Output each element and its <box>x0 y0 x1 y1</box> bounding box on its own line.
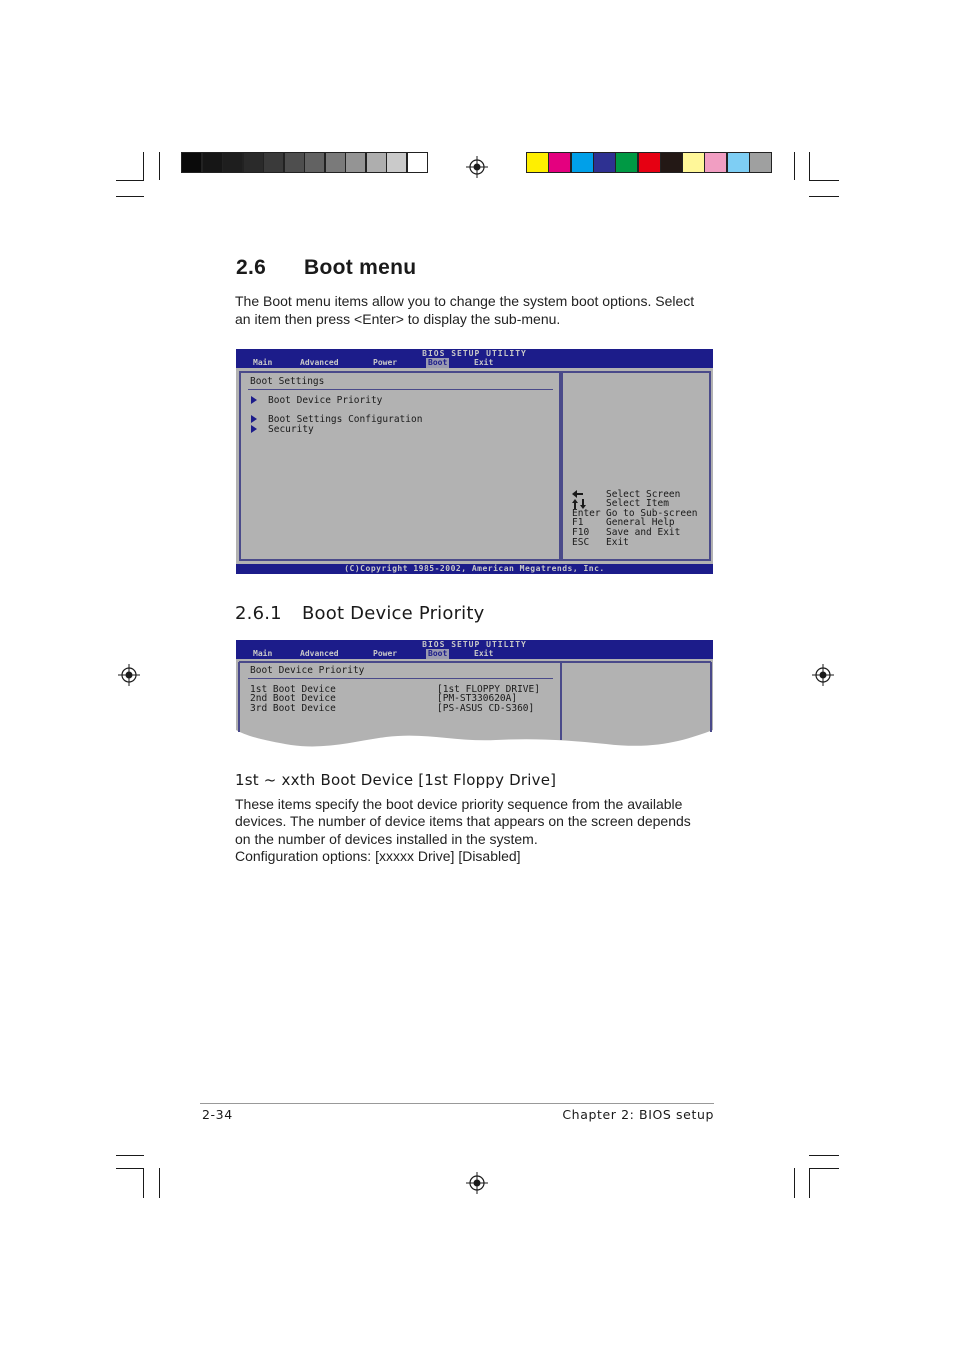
bios-menu-exit[interactable]: Exit <box>474 649 494 658</box>
help-text-go-to-sub-screen: Go to Sub-screen <box>606 508 698 519</box>
help-text-exit: Exit <box>606 537 629 548</box>
chapter-title: Chapter 2: BIOS setup <box>562 1107 714 1122</box>
help-text-select-screen: Select Screen <box>606 489 681 500</box>
crop-mark <box>116 1168 144 1169</box>
bios-heading-rule <box>248 678 553 679</box>
boot-device-value-1[interactable]: [1st FLOPPY DRIVE] <box>437 684 540 695</box>
subsection-number: 2.6.1 <box>235 603 282 624</box>
help-text-general-help: General Help <box>606 517 675 528</box>
bios-panel-heading: Boot Settings <box>250 376 325 387</box>
help-text-select-item: Select Item <box>606 498 669 509</box>
bios-boot-menu-screenshot <box>236 349 713 574</box>
left-right-arrow-icon <box>572 490 584 498</box>
bios-menu-exit[interactable]: Exit <box>474 358 494 367</box>
bios-menu-advanced[interactable]: Advanced <box>300 358 339 367</box>
boot-device-label-3: 3rd Boot Device <box>250 703 336 714</box>
crop-mark <box>116 196 144 197</box>
help-key-f1: F1 <box>572 517 584 528</box>
intro-line-1: The Boot menu items allow you to change the system boot options. Select <box>235 293 695 309</box>
bios-menu-boot[interactable]: Boot <box>428 358 448 367</box>
color-swatch <box>682 152 705 173</box>
gray-swatch <box>366 152 387 173</box>
gray-swatch <box>345 152 366 173</box>
boot-device-value-3[interactable]: [PS-ASUS CD-S360] <box>437 703 535 714</box>
boot-device-value-2[interactable]: [PM-ST330620A] <box>437 693 518 704</box>
crop-mark <box>159 152 160 180</box>
gray-swatch <box>243 152 264 173</box>
color-swatch <box>615 152 638 173</box>
submenu-arrow-icon <box>251 415 257 423</box>
color-swatch <box>593 152 616 173</box>
bios-heading-rule <box>248 389 553 390</box>
registration-mark-icon <box>466 1172 488 1194</box>
gray-swatch <box>222 152 243 173</box>
bios-item-boot-device-priority[interactable]: Boot Device Priority <box>268 395 383 406</box>
footer-rule <box>200 1103 714 1104</box>
help-text-save-and-exit: Save and Exit <box>606 527 681 538</box>
crop-mark <box>809 196 839 197</box>
item-desc-line-1: These items specify the boot device priority sequence from the available <box>235 796 683 812</box>
color-swatch <box>749 152 772 173</box>
color-swatch <box>638 152 661 173</box>
crop-mark <box>809 152 810 180</box>
registration-mark-icon <box>466 156 488 178</box>
item-desc-line-4: Configuration options: [xxxxx Drive] [Disabled] <box>235 848 521 864</box>
registration-mark-icon <box>118 664 140 686</box>
bios-item-security[interactable]: Security <box>268 424 314 435</box>
item-desc-line-2: devices. The number of device items that appears on the screen depends <box>235 813 691 829</box>
submenu-arrow-icon <box>251 396 257 404</box>
bios-boot-device-priority-screenshot <box>236 640 713 752</box>
bios-copyright-bar: (C)Copyright 1985-2002, American Megatrends, Inc. <box>236 564 713 574</box>
section-title: Boot menu <box>304 256 417 279</box>
bios-menu-boot[interactable]: Boot <box>428 649 448 658</box>
gray-swatch <box>304 152 325 173</box>
crop-mark <box>809 1168 839 1169</box>
section-number: 2.6 <box>236 256 267 279</box>
page-number: 2-34 <box>202 1107 233 1122</box>
color-swatch <box>727 152 750 173</box>
color-swatch <box>548 152 571 173</box>
gray-swatch <box>263 152 284 173</box>
boot-device-label-2: 2nd Boot Device <box>250 693 336 704</box>
help-key-enter: Enter <box>572 508 601 519</box>
crop-mark <box>794 152 795 180</box>
crop-mark <box>143 152 144 180</box>
gray-swatch <box>181 152 202 173</box>
bios-menu-power[interactable]: Power <box>373 358 398 367</box>
bios-title: BIOS SETUP UTILITY <box>422 349 527 358</box>
bios-item-boot-settings-configuration[interactable]: Boot Settings Configuration <box>268 414 423 425</box>
bios-menu-advanced[interactable]: Advanced <box>300 649 339 658</box>
color-swatch <box>704 152 727 173</box>
color-swatch <box>571 152 594 173</box>
crop-mark <box>159 1168 160 1198</box>
crop-mark <box>116 180 144 181</box>
registration-mark-icon <box>812 664 834 686</box>
bios-menu-main[interactable]: Main <box>253 649 273 658</box>
gray-swatch <box>325 152 346 173</box>
bios-menu-main[interactable]: Main <box>253 358 273 367</box>
bios-panel-heading: Boot Device Priority <box>250 665 365 676</box>
section-heading <box>236 256 416 280</box>
bios-menu-power[interactable]: Power <box>373 649 398 658</box>
color-swatch <box>660 152 683 173</box>
submenu-arrow-icon <box>251 425 257 433</box>
gray-swatch <box>386 152 407 173</box>
bios-title: BIOS SETUP UTILITY <box>422 640 527 649</box>
gray-swatch <box>202 152 223 173</box>
help-key-esc: ESC <box>572 537 590 548</box>
boot-device-label-1: 1st Boot Device <box>250 684 336 695</box>
color-swatch <box>526 152 549 173</box>
subsection-title: Boot Device Priority <box>302 603 485 624</box>
intro-line-2: an item then press <Enter> to display the sub-menu. <box>235 311 561 327</box>
crop-mark <box>116 1155 144 1156</box>
gray-swatch <box>407 152 428 173</box>
item-heading: 1st ~ xxth Boot Device [1st Floppy Drive] <box>235 771 557 789</box>
crop-mark <box>794 1168 795 1198</box>
subsection-heading <box>235 603 485 624</box>
help-key-f10: F10 <box>572 527 590 538</box>
crop-mark <box>143 1168 144 1198</box>
item-desc-line-3: on the number of devices installed in the system. <box>235 831 538 847</box>
crop-mark <box>809 1155 839 1156</box>
crop-mark <box>809 180 839 181</box>
crop-mark <box>809 1168 810 1198</box>
gray-swatch <box>284 152 305 173</box>
